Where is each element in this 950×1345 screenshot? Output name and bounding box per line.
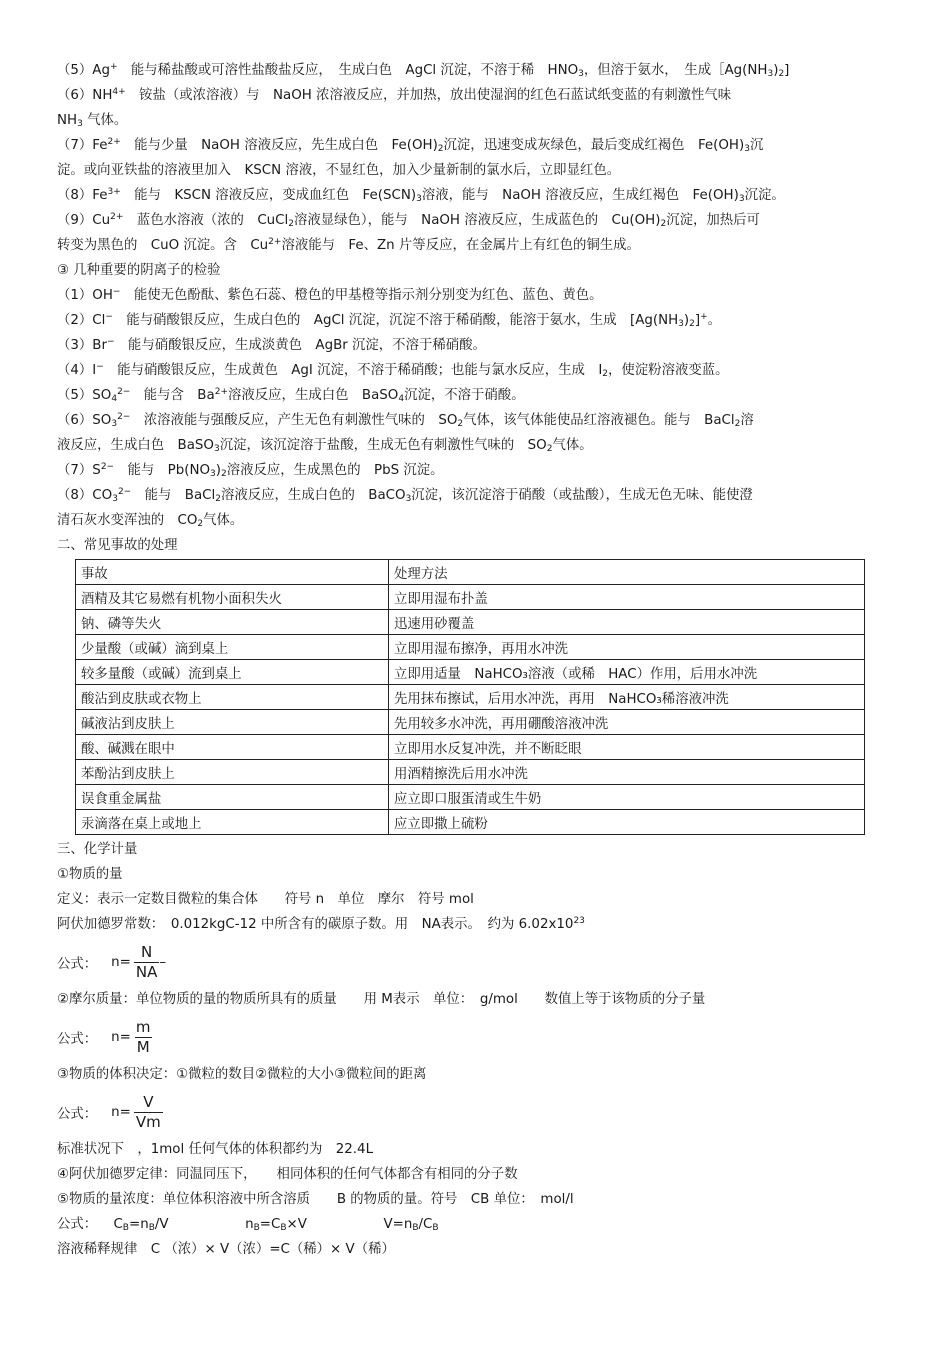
anion-test-line: $(8)CO_3^{2-}$ 能与 BaCl$_2$溶液反应，生成白色的 BaCO$_3$沉淀，该沉淀溶于硝酸（或盐酸），生成无色无味、能使澄 (57, 487, 753, 504)
cation-test-line: 淀。或向亚铁盐的溶液里加入 KSCN 溶液，不显红色，加入少量新制的氯水后，立即显红色。 (57, 163, 621, 178)
cation-test-line: $NH_3$ 气体。 (57, 113, 128, 129)
table-row (76, 810, 865, 835)
anion-test-line: $(5)SO_4^{2-}$ 能与含 $Ba^{2+}$溶液反应，生成白色 BaSO$_4$沉淀，不溶于硝酸。 (57, 387, 525, 404)
accident-cell: 苯酚沾到皮肤上 (76, 760, 389, 785)
accident-cell: 酸、碱溅在眼中 (76, 735, 389, 760)
cation-test-line: （5）Ag+ 能与稀盐酸或可溶性盐酸盐反应， 生成白色 AgCl 沉淀，不溶于稀 $HNO_3$，但溶于氨水， 生成$[Ag(NH_3)_2$] (57, 62, 790, 79)
calc-section-title: 三、化学计量 (57, 842, 138, 857)
fraction: $\frac{N}{NA}$ (135, 942, 158, 981)
treatment-cell: 立即用水反复冲洗，并不断眨眼 (389, 735, 865, 760)
cation-tests (57, 58, 897, 258)
dilution-rule: 溶液稀释规律 C （浓）× V（浓）=C（稀）× V（稀） (57, 1242, 395, 1257)
accident-cell: 钠、磷等失火 (76, 610, 389, 635)
cation-test-line: 转变为黑色的 CuO 沉淀。含 $Cu^{2+}$溶液能与 Fe、Zn 片等反应，在金属片上有红色的铜生成。 (57, 237, 640, 253)
accident-cell: 汞滴落在桌上或地上 (76, 810, 389, 835)
anion-test-line: （3）Br− 能与硝酸银反应，生成淡黄色 AgBr 沉淀，不溶于稀硝酸。 (57, 337, 486, 353)
accident-table (75, 559, 865, 835)
accident-section-title: 二、常见事故的处理 (57, 538, 178, 553)
treatment-cell: 立即用湿布扑盖 (389, 585, 865, 610)
table-row (76, 760, 865, 785)
anion-test-line: （4）I− 能与硝酸银反应，生成黄色 AgI 沉淀，不溶于稀硝酸；也能与氯水反应，生成 $I_2$，使淀粉溶液变蓝。 (57, 362, 729, 379)
table-row (76, 685, 865, 710)
accident-cell: 事故 (76, 560, 389, 585)
treatment-cell: 应立即撒上硫粉 (389, 810, 865, 835)
accident-cell: 误食重金属盐 (76, 785, 389, 810)
treatment-cell: 应立即口服蛋清或生牛奶 (389, 785, 865, 810)
cation-test-line: $(6)NH^{4+}$ 铵盐（或浓溶液）与 NaOH 浓溶液反应，并加热，放出使湿润的红色石蓝试纸变蓝的有刺激性气味 (57, 87, 732, 103)
amount-heading: ①物质的量 (57, 867, 123, 882)
amount-definition: 定义：表示一定数目微粒的集合体 符号 n 单位 摩尔 符号 mol (57, 892, 474, 907)
molar-concentration: ⑤物质的量浓度：单位体积溶液中所含溶质 B 的物质的量。符号 CB 单位： mol/l (57, 1192, 574, 1207)
accident-cell: 较多量酸（或碱）流到桌上 (76, 660, 389, 685)
standard-conditions: 标准状况下 ，1mol 任何气体的体积都约为 22.4L (57, 1142, 374, 1157)
anion-test-line: 清石灰水变浑浊的 $CO_2$气体。 (57, 513, 244, 529)
accident-cell: 少量酸（或碱）滴到桌上 (76, 635, 389, 660)
accident-cell: 酒精及其它易燃有机物小面积失火 (76, 585, 389, 610)
fraction: $\frac{V}{Vm}$ (135, 1092, 161, 1131)
anion-test-line: 液反应，生成白色 BaSO$_3$沉淀，该沉淀溶于盐酸，生成无色有刺激性气味的 $SO_2$气体。 (57, 438, 593, 454)
avogadro-constant: 阿伏加德罗常数： 0.012kgC-12 中所含有的碳原子数。用 NA表示。 约为 $6.02x10^{23}$ (57, 916, 585, 932)
document-page (57, 58, 897, 1262)
table-row (76, 735, 865, 760)
table-row (76, 610, 865, 635)
volume-factors: ③物质的体积决定：①微粒的数目②微粒的大小③微粒间的距离 (57, 1067, 427, 1082)
treatment-cell: 立即用适量 NaHCO₃溶液（或稀 HAC）作用，后用水冲洗 (389, 660, 865, 685)
formula-n-V-Vm: 公式： n= $\frac{V}{Vm}$ (57, 1092, 161, 1131)
treatment-cell: 先用抹布擦试，后用水冲洗，再用 NaHCO₃稀溶液冲洗 (389, 685, 865, 710)
treatment-cell: 用酒精擦洗后用水冲洗 (389, 760, 865, 785)
treatment-cell: 立即用湿布擦净，再用水冲洗 (389, 635, 865, 660)
table-row (76, 635, 865, 660)
cation-test-line: $(9)Cu^{2+}$ 蓝色水溶液（浓的 CuCl$_2$溶液显绿色），能与 NaOH 溶液反应，生成蓝色的 $Cu(OH)_2$沉淀，加热后可 (57, 212, 760, 229)
cation-test-line: $(8)Fe^{3+}$ 能与 KSCN 溶液反应，变成血红色 $Fe(SCN)_3$溶液，能与 NaOH 溶液反应，生成红褐色 $Fe(OH)_3$沉淀。 (57, 187, 785, 204)
concentration-formulas: 公式： $C_B=n_B/V$ $n_B=C_B\times V$ $V=n_B/C_B$ (57, 1217, 439, 1233)
formula-n-m-M: 公式： n= $\frac{m}{M}$ (57, 1017, 151, 1056)
fraction: $\frac{m}{M}$ (135, 1017, 151, 1056)
cation-test-line: $(7)Fe^{2+}$ 能与少量 NaOH 溶液反应，先生成白色 $Fe(OH)_2$沉淀，迅速变成灰绿色，最后变成红褐色 $Fe(OH)_3$沉 (57, 137, 764, 154)
treatment-cell: 迅速用砂覆盖 (389, 610, 865, 635)
avogadro-law: ④阿伏加德罗定律：同温同压下， 相同体积的任何气体都含有相同的分子数 (57, 1167, 518, 1182)
accident-cell: 酸沾到皮肤或衣物上 (76, 685, 389, 710)
molar-mass: ②摩尔质量：单位物质的量的物质所具有的质量 用 M表示 单位： g/mol 数值上等于该物质的分子量 (57, 992, 706, 1007)
anion-tests (57, 283, 897, 533)
accident-cell: 碱液沾到皮肤上 (76, 710, 389, 735)
anion-test-line: $(7)S^{2-}$ 能与 $Pb(NO_3)_2$溶液反应，生成黑色的 PbS 沉淀。 (57, 462, 444, 479)
anion-test-line: （1）OH− 能使无色酚酞、紫色石蕊、橙色的甲基橙等指示剂分别变为红色、蓝色、黄色。 (57, 287, 603, 303)
treatment-cell: 处理方法 (389, 560, 865, 585)
formula-n-N-NA: 公式： n= $\frac{N}{NA}$ – (57, 942, 167, 981)
treatment-cell: 先用较多水冲洗，再用硼酸溶液冲洗 (389, 710, 865, 735)
anion-test-line: （2）Cl− 能与硝酸银反应，生成白色的 AgCl 沉淀，沉淀不溶于稀硝酸，能溶于氨水，生成 $[Ag(NH_3)_2]^+$。 (57, 312, 722, 329)
table-row (76, 710, 865, 735)
table-row (76, 660, 865, 685)
anion-heading: ③ 几种重要的阴离子的检验 (57, 263, 221, 278)
anion-test-line: $(6)SO_3^{2-}$ 浓溶液能与强酸反应，产生无色有刺激性气味的 $SO_2$气体，该气体能使品红溶液褪色。能与 BaCl$_2$溶 (57, 412, 754, 429)
table-header-row (76, 560, 865, 585)
table-row (76, 785, 865, 810)
table-row (76, 585, 865, 610)
